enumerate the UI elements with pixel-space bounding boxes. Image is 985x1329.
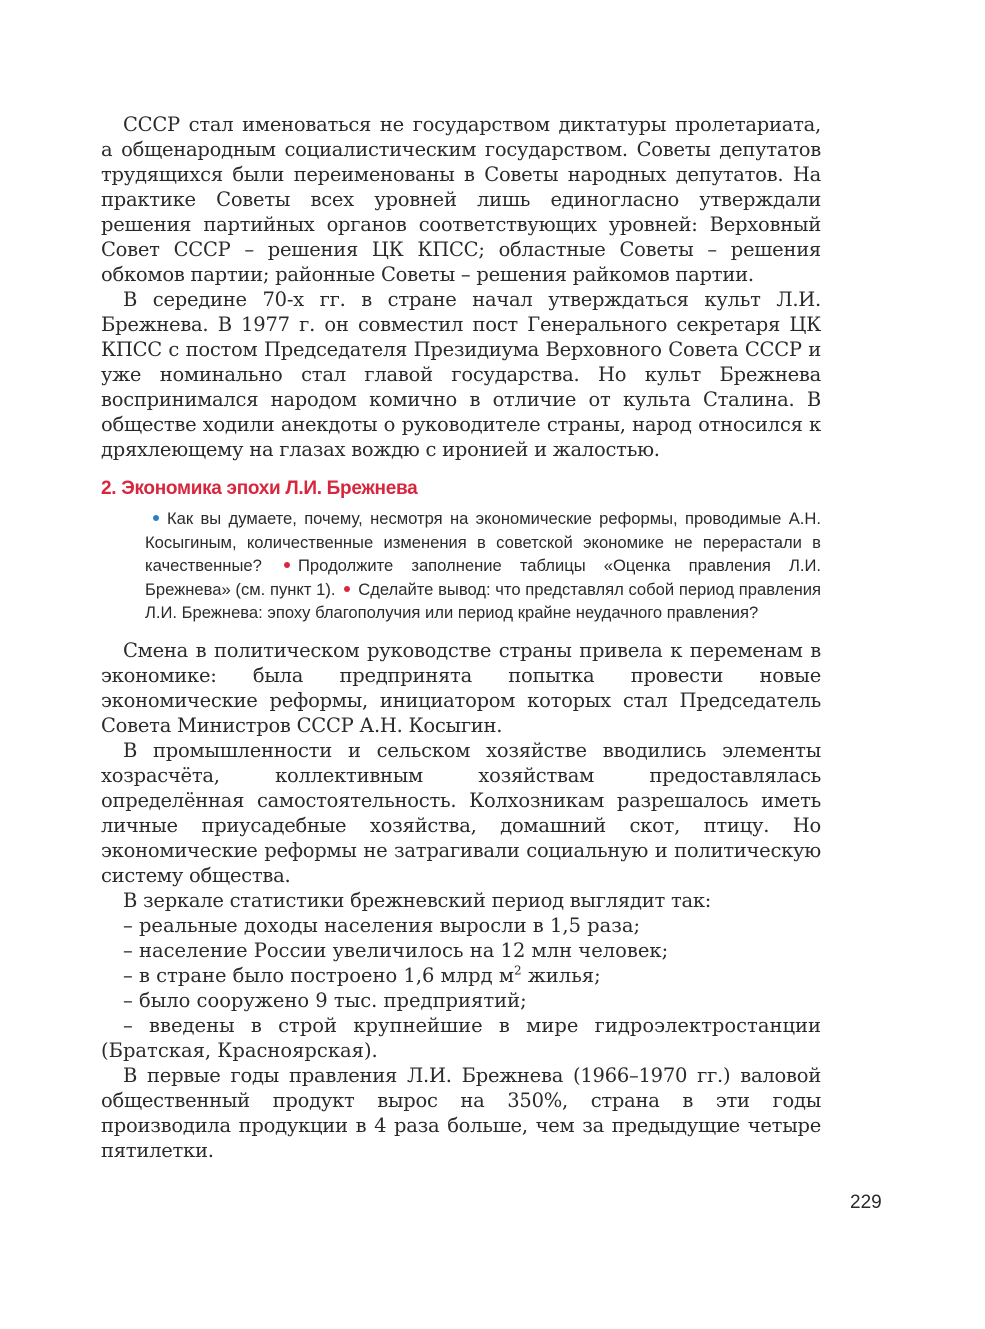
- list-item: [101, 963, 821, 988]
- paragraph-agriculture: В промышленности и сельском хозяйстве вводились элементы хозрасчёта, коллективным хозяйствам предоставлялась определённая самостоятельность. Колхозникам разрешалось иметь личные приусадебные хозяйства, домашний скот, птицу. Но экономические реформы не затрагивали социальную и политическую систему общества.: [101, 738, 821, 887]
- list-item: – введены в строй крупнейшие в мире гидроэлектростанции (Братская, Красноярская).: [101, 1013, 821, 1062]
- paragraph-reforms: Смена в политическом руководстве страны привела к переменам в экономике: была предпринята попытка провести новые экономические реформы, инициатором которых стал Председатель Совета Министров СССР А.Н. Косыгин.: [101, 638, 821, 737]
- section-heading: 2. Экономика эпохи Л.И. Брежнева: [101, 478, 418, 499]
- bullet-icon: [153, 515, 159, 521]
- list-item-suffix: жилья;: [521, 963, 601, 987]
- question-3: Сделайте вывод: что представлял собой период правления Л.И. Брежнева: эпоху благополучия или период крайне неудачного правления?: [145, 579, 821, 622]
- paragraph-statistics-intro: В зеркале статистики брежневский период выглядит так:: [123, 888, 712, 912]
- question-2: Продолжите заполнение таблицы «Оценка правления Л.И. Брежнева» (см. пункт 1).: [145, 556, 821, 599]
- paragraph-gdp-growth: В первые годы правления Л.И. Брежнева (1966–1970 гг.) валовой общественный продукт вырос на 350%, страна в эти годы производила продукции в 4 раза больше, чем за предыдущие четыре пятилетки.: [101, 1063, 821, 1162]
- paragraph-soviet-state: СССР стал именоваться не государством диктатуры пролетариата, а общенародным социалистическим государством. Советы депутатов трудящихся были переименованы в Советы народных депутатов. На практике Советы всех уровней лишь единогласно утверждали решения партийных органов соответствующих уровней: Верховный Совет СССР – решения ЦК КПСС; областные Советы – решения обкомов партии; районные Советы – решения райкомов партии.: [101, 113, 821, 286]
- page-body: [101, 112, 821, 1163]
- questions-block: [145, 507, 821, 625]
- paragraph-brezhnev-cult: В середине 70-х гг. в стране начал утверждаться культ Л.И. Брежнева. В 1977 г. он совместил пост Генерального секретаря ЦК КПСС с постом Председателя Президиума Верховного Совета СССР и уже номинально стал главой государства. Но культ Брежнева воспринимался народом комично в отличие от культа Сталина. В обществе ходили анекдоты о руководителе страны, народ относился к дряхлеющему на глазах вождю с иронией и жалостью.: [101, 288, 821, 461]
- list-item-text: – в стране было построено 1,6 млрд м: [123, 963, 515, 987]
- question-1: Как вы думаете, почему, несмотря на экономические реформы, проводимые А.Н. Косыгиным, количественные изменения в советской экономике не перерастали в качественные?: [145, 509, 821, 575]
- list-item: – население России увеличилось на 12 млн человек;: [123, 938, 669, 962]
- page-number: 229: [850, 1192, 882, 1213]
- list-item: – было сооружено 9 тыс. предприятий;: [123, 988, 527, 1012]
- bullet-icon: [284, 562, 290, 568]
- bullet-icon: [344, 586, 350, 592]
- statistics-list: [101, 913, 821, 1063]
- superscript: 2: [514, 963, 522, 977]
- list-item: – реальные доходы населения выросли в 1,5 раза;: [123, 913, 641, 937]
